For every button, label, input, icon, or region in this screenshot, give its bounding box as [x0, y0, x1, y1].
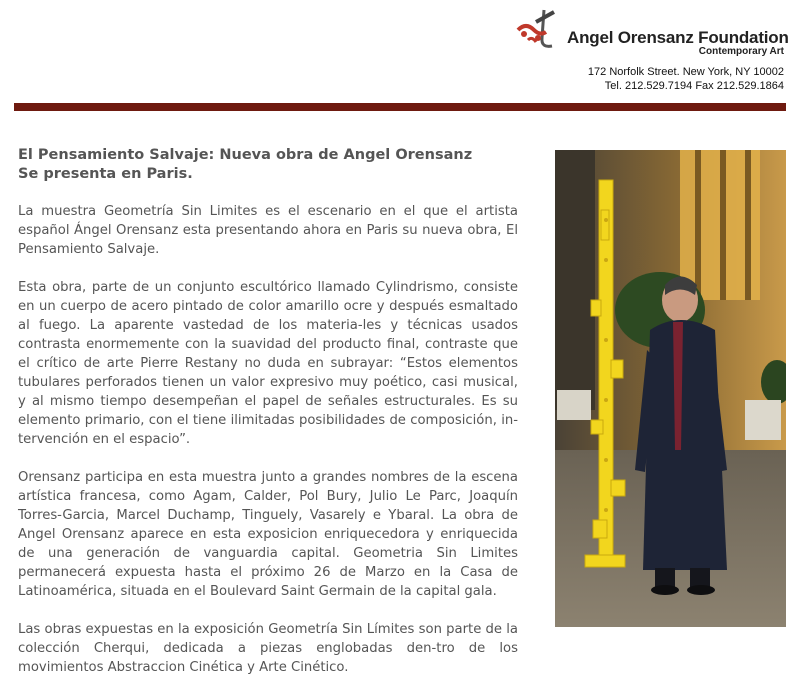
address-line: 172 Norfolk Street. New York, NY 10002 — [587, 66, 784, 78]
organization-subtitle: Contemporary Art — [698, 46, 784, 57]
article-title — [18, 146, 518, 184]
article-title-line-1: El Pensamiento Salvaje: Nueva obra de Angel Orensanz — [18, 147, 473, 163]
article-body — [18, 146, 518, 696]
sculpture-photo — [555, 150, 786, 627]
article-paragraph-4: Las obras expuestas en la exposición Geometría Sin Límites son parte de la colección Cherqui, dedicada a piezas englobadas den-tro de los movimientos Abstraccion Cinética y Arte Cinético. — [18, 622, 518, 675]
header-divider — [14, 103, 786, 111]
article-title-line-2: Se presenta en Paris. — [18, 166, 193, 182]
page-header — [0, 0, 800, 100]
foundation-logo-icon — [514, 8, 564, 50]
article-paragraph-2: Esta obra, parte de un conjunto escultórico llamado Cylindrismo, consiste en un cuerpo de acero pintado de color amarillo ocre y después esmaltado al fuego. La aparente vastedad de los materia-les y técnicas usados contrasta enormemente con la suavidad del producto final, contraste que el crítico de arte Pierre Restany no duda en subrayar: “Estos elementos tubulares perforados tienen un valor expresivo muy poético, casi musical, y al mismo tiempo desempeñan el papel de señales estructurales. Es su elemento primario, con el tiene ilimitadas posibilidades de composición, in-tervención en el espacio”. — [18, 280, 518, 447]
organization-name: Angel Orensanz Foundation — [567, 28, 789, 47]
article-paragraph-1: La muestra Geometría Sin Limites es el escenario en el que el artista español Ángel Orensanz esta presentando ahora en Paris su nueva obra, El Pensamiento Salvaje. — [18, 204, 518, 257]
phone-line: Tel. 212.529.7194 Fax 212.529.1864 — [604, 80, 784, 92]
article-paragraph-3: Orensanz participa en esta muestra junto a grandes nombres de la escena artística francesa, como Agam, Calder, Pol Bury, Julio Le Parc, Joaquín Torres-Garcia, Marcel Duchamp, Tinguely, Vasarely e Ybaral. La obra de Angel Orensanz aparece en esta exposicion enriquecedora y enriquecida de una generación de vanguardia capital. Geometria Sin Limites permanecerá expuesta hasta el próximo 26 de Marzo en la Casa de Latinoamérica, situada en el Boulevard Saint Germain de la capital gala. — [18, 470, 518, 599]
